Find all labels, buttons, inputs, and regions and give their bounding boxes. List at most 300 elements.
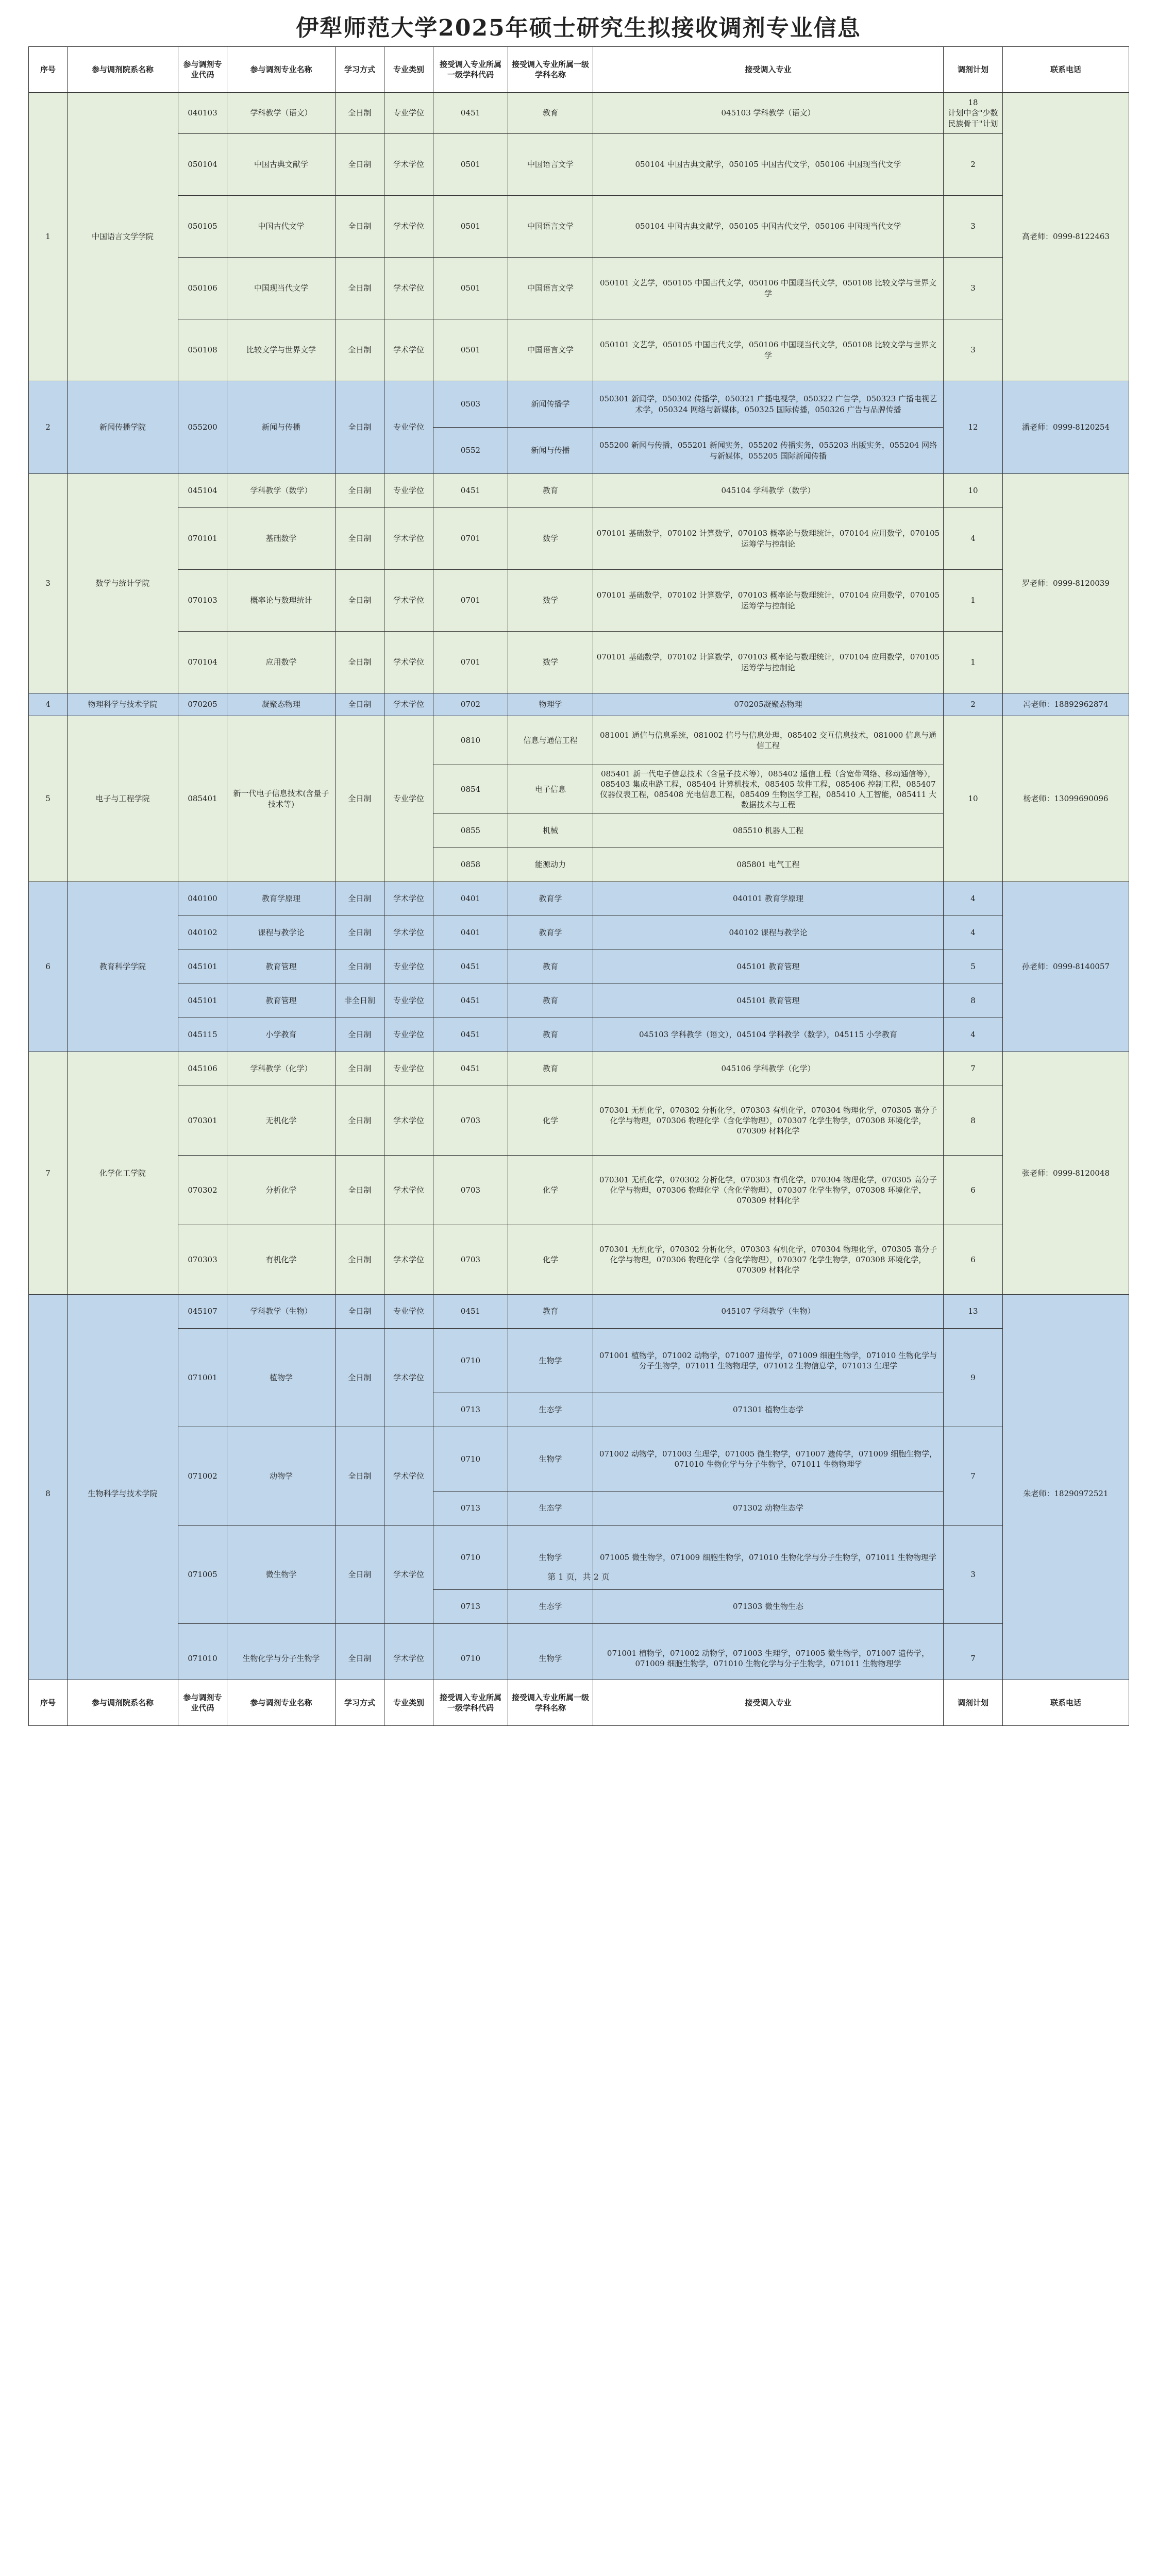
table-cell: 070303	[178, 1225, 227, 1295]
table-cell: 0552	[433, 428, 508, 474]
table-cell: 045101 教育管理	[593, 984, 944, 1018]
table-cell: 小学教育	[227, 1018, 336, 1052]
table-cell: 高老师：0999-8122463	[1003, 93, 1129, 381]
table-cell: 055200	[178, 381, 227, 474]
table-row	[29, 319, 1129, 381]
table-cell: 071005	[178, 1526, 227, 1624]
table-cell: 040103	[178, 93, 227, 134]
table-cell: 10	[944, 474, 1003, 508]
column-header: 调剂计划	[944, 1680, 1003, 1726]
table-cell: 8	[944, 1086, 1003, 1156]
table-row	[29, 1052, 1129, 1086]
table-cell: 全日制	[336, 916, 384, 950]
table-cell: 0501	[433, 258, 508, 319]
table-cell: 0451	[433, 1052, 508, 1086]
table-cell: 6	[29, 882, 68, 1052]
table-cell: 1	[944, 570, 1003, 632]
table-cell: 全日制	[336, 474, 384, 508]
table-cell: 化学化工学院	[68, 1052, 178, 1295]
table-cell: 信息与通信工程	[508, 716, 593, 765]
table-cell: 6	[944, 1225, 1003, 1295]
table-cell: 教育	[508, 1295, 593, 1329]
table-cell: 植物学	[227, 1329, 336, 1427]
table-cell: 孙老师：0999-8140057	[1003, 882, 1129, 1052]
table-cell: 学术学位	[384, 508, 433, 570]
table-cell: 0451	[433, 474, 508, 508]
table-row	[29, 1329, 1129, 1393]
table-cell: 071001	[178, 1329, 227, 1427]
table-cell: 045101 教育管理	[593, 950, 944, 984]
table-cell: 13	[944, 1295, 1003, 1329]
table-cell: 0701	[433, 508, 508, 570]
table-cell: 6	[944, 1156, 1003, 1225]
table-cell: 0710	[433, 1329, 508, 1393]
table-cell: 0702	[433, 693, 508, 716]
table-cell: 教育	[508, 950, 593, 984]
table-cell: 4	[944, 916, 1003, 950]
table-cell: 中国古代文学	[227, 196, 336, 258]
table-cell: 全日制	[336, 1427, 384, 1526]
table-row	[29, 1295, 1129, 1329]
table-cell: 数学	[508, 570, 593, 632]
table-cell: 教育科学学院	[68, 882, 178, 1052]
table-cell: 070101	[178, 508, 227, 570]
table-row	[29, 950, 1129, 984]
table-cell: 学术学位	[384, 1427, 433, 1526]
table-cell: 教育管理	[227, 950, 336, 984]
table-cell: 教育	[508, 984, 593, 1018]
table-cell: 朱老师：18290972521	[1003, 1295, 1129, 1693]
table-cell: 12	[944, 381, 1003, 474]
table-cell: 0451	[433, 950, 508, 984]
table-cell: 数学	[508, 632, 593, 693]
table-cell: 18 计划中含"少数民族骨干"计划	[944, 93, 1003, 134]
table-cell: 045107	[178, 1295, 227, 1329]
table-cell: 040102 课程与教学论	[593, 916, 944, 950]
table-cell: 全日制	[336, 882, 384, 916]
table-cell: 新闻与传播	[227, 381, 336, 474]
column-header: 参与调剂院系名称	[68, 1680, 178, 1726]
table-cell: 4	[944, 508, 1003, 570]
column-header: 专业类别	[384, 1680, 433, 1726]
column-header: 接受调入专业	[593, 47, 944, 93]
table-cell: 070205凝聚态物理	[593, 693, 944, 716]
table-cell: 中国语言文学学院	[68, 93, 178, 381]
table-row	[29, 1156, 1129, 1225]
table-cell: 化学	[508, 1156, 593, 1225]
table-cell: 040101 教育学原理	[593, 882, 944, 916]
table-cell: 全日制	[336, 1086, 384, 1156]
table-row	[29, 1427, 1129, 1492]
table-cell: 专业学位	[384, 1052, 433, 1086]
table-cell: 5	[944, 950, 1003, 984]
table-cell: 2	[944, 693, 1003, 716]
column-header: 参与调剂院系名称	[68, 47, 178, 93]
table-cell: 070104	[178, 632, 227, 693]
table-cell: 050104 中国古典文献学，050105 中国古代文学，050106 中国现当代文学	[593, 196, 944, 258]
table-cell: 学术学位	[384, 1156, 433, 1225]
table-row	[29, 508, 1129, 570]
table-cell: 040102	[178, 916, 227, 950]
table-cell: 071002 动物学，071003 生理学，071005 微生物学，071007 遗传学，071009 细胞生物学，071010 生物化学与分子生物学，071011 生物物理学	[593, 1427, 944, 1492]
table-cell: 中国现当代文学	[227, 258, 336, 319]
column-header: 参与调剂专业名称	[227, 1680, 336, 1726]
page-title: 伊犁师范大学2025年硕士研究生拟接收调剂专业信息	[296, 15, 861, 41]
table-cell: 电子与工程学院	[68, 716, 178, 882]
table-cell: 中国语言文学	[508, 196, 593, 258]
table-cell: 4	[944, 1018, 1003, 1052]
table-row	[29, 984, 1129, 1018]
table-cell: 学术学位	[384, 1329, 433, 1427]
column-header: 联系电话	[1003, 1680, 1129, 1726]
table-cell: 4	[29, 693, 68, 716]
table-cell: 教育	[508, 93, 593, 134]
table-cell: 全日制	[336, 93, 384, 134]
table-cell: 学科教学（生物）	[227, 1295, 336, 1329]
column-header: 参与调剂专业代码	[178, 1680, 227, 1726]
table-cell: 0501	[433, 319, 508, 381]
column-header: 序号	[29, 47, 68, 93]
table-cell: 学术学位	[384, 196, 433, 258]
table-cell: 全日制	[336, 319, 384, 381]
table-row	[29, 134, 1129, 196]
table-cell: 045106	[178, 1052, 227, 1086]
table-cell: 生物学	[508, 1329, 593, 1393]
table-cell: 045103 学科教学（语文），045104 学科教学（数学），045115 小学教育	[593, 1018, 944, 1052]
column-header: 调剂计划	[944, 47, 1003, 93]
table-cell: 应用数学	[227, 632, 336, 693]
table-cell: 0451	[433, 1018, 508, 1052]
table-cell: 专业学位	[384, 1295, 433, 1329]
table-cell: 学术学位	[384, 693, 433, 716]
table-cell: 0710	[433, 1624, 508, 1693]
table-cell: 055200 新闻与传播，055201 新闻实务，055202 传播实务，055203 出版实务，055204 网络与新媒体，055205 国际新闻传播	[593, 428, 944, 474]
table-row	[29, 632, 1129, 693]
table-row	[29, 1225, 1129, 1295]
table-cell: 070301	[178, 1086, 227, 1156]
table-cell: 生物化学与分子生物学	[227, 1624, 336, 1693]
table-row	[29, 716, 1129, 765]
table-header-row	[29, 1680, 1129, 1726]
table-cell: 生物学	[508, 1624, 593, 1693]
table-cell: 3	[944, 258, 1003, 319]
table-cell: 050106	[178, 258, 227, 319]
table-cell: 生态学	[508, 1393, 593, 1427]
table-cell: 070301 无机化学，070302 分析化学，070303 有机化学，070304 物理化学，070305 高分子化学与物理，070306 物理化学（含化学物理），070307 化学生物学，070308 环境化学，070309 材料化学	[593, 1225, 944, 1295]
table-cell: 微生物学	[227, 1526, 336, 1624]
table-cell: 071302 动物生态学	[593, 1492, 944, 1526]
table-row	[29, 1018, 1129, 1052]
table-cell: 081001 通信与信息系统，081002 信号与信息处理，085402 交互信息技术，081000 信息与通信工程	[593, 716, 944, 765]
table-cell: 070205	[178, 693, 227, 716]
table-cell: 教育学	[508, 882, 593, 916]
table-cell: 070101 基础数学，070102 计算数学，070103 概率论与数理统计，070104 应用数学，070105 运筹学与控制论	[593, 632, 944, 693]
table-cell: 中国语言文学	[508, 258, 593, 319]
table-cell: 学术学位	[384, 319, 433, 381]
table-cell: 冯老师：18892962874	[1003, 693, 1129, 716]
table-cell: 085510 机器人工程	[593, 814, 944, 848]
table-cell: 教育学	[508, 916, 593, 950]
table-cell: 0701	[433, 570, 508, 632]
table-cell: 新闻传播学院	[68, 381, 178, 474]
table-cell: 教育	[508, 1018, 593, 1052]
table-cell: 3	[944, 1526, 1003, 1624]
column-header: 学习方式	[336, 47, 384, 93]
table-cell: 7	[29, 1052, 68, 1295]
table-cell: 全日制	[336, 196, 384, 258]
table-cell: 杨老师：13099690096	[1003, 716, 1129, 882]
table-cell: 085401 新一代电子信息技术（含量子技术等），085402 通信工程（含宽带网络、移动通信等），085403 集成电路工程，085404 计算机技术，085405 软件工程，085406 控制工程，085407 仪器仪表工程，085408 光电信息工程，085409 生物医学工程，085410 人工智能，085411 大数据技术与工程	[593, 765, 944, 814]
table-cell: 新一代电子信息技术(含量子技术等)	[227, 716, 336, 882]
table-cell: 学术学位	[384, 882, 433, 916]
table-cell: 生物科学与技术学院	[68, 1295, 178, 1693]
table-cell: 0710	[433, 1427, 508, 1492]
table-cell: 比较文学与世界文学	[227, 319, 336, 381]
table-row	[29, 258, 1129, 319]
table-cell: 专业学位	[384, 474, 433, 508]
table-cell: 分析化学	[227, 1156, 336, 1225]
table-cell: 生物学	[508, 1526, 593, 1590]
table-page-1	[28, 46, 1129, 1693]
table-cell: 全日制	[336, 258, 384, 319]
table-cell: 0713	[433, 1590, 508, 1624]
table-cell: 化学	[508, 1225, 593, 1295]
table-cell: 全日制	[336, 1526, 384, 1624]
table-cell: 全日制	[336, 693, 384, 716]
table-header-row	[29, 47, 1129, 93]
table-cell: 070103	[178, 570, 227, 632]
table-cell: 全日制	[336, 1052, 384, 1086]
table-cell: 9	[944, 1329, 1003, 1427]
column-header: 接受调入专业	[593, 1680, 944, 1726]
table-row	[29, 381, 1129, 428]
table-cell: 全日制	[336, 950, 384, 984]
table-cell: 教育学原理	[227, 882, 336, 916]
table-cell: 050101 文艺学，050105 中国古代文学，050106 中国现当代文学，050108 比较文学与世界文学	[593, 319, 944, 381]
table-cell: 071010	[178, 1624, 227, 1693]
table-cell: 050301 新闻学，050302 传播学，050321 广播电视学，050322 广告学，050323 广播电视艺术学，050324 网络与新媒体，050325 国际传播，050326 广告与品牌传播	[593, 381, 944, 428]
table-cell: 全日制	[336, 1624, 384, 1693]
table-cell: 3	[29, 474, 68, 693]
table-row	[29, 196, 1129, 258]
table-cell: 071001 植物学，071002 动物学，071003 生理学，071005 微生物学，071007 遗传学，071009 细胞生物学，071010 生物化学与分子生物学，071011 生物物理学	[593, 1624, 944, 1693]
table-cell: 0703	[433, 1086, 508, 1156]
table-cell: 非全日制	[336, 984, 384, 1018]
table-cell: 0858	[433, 848, 508, 882]
table-cell: 学术学位	[384, 1624, 433, 1693]
table-row	[29, 916, 1129, 950]
table-cell: 教育	[508, 474, 593, 508]
table-cell: 课程与教学论	[227, 916, 336, 950]
table-cell: 学术学位	[384, 1086, 433, 1156]
column-header: 接受调入专业所属一级学科代码	[433, 47, 508, 93]
table-cell: 0710	[433, 1526, 508, 1590]
table-cell: 1	[29, 93, 68, 381]
table-cell: 2	[944, 134, 1003, 196]
table-cell: 0703	[433, 1156, 508, 1225]
table-cell: 085401	[178, 716, 227, 882]
table-cell: 071002	[178, 1427, 227, 1526]
table-cell: 071001 植物学，071002 动物学，071007 遗传学，071009 细胞生物学，071010 生物化学与分子生物学，071011 生物物理学，071012 生物信息学，071013 生理学	[593, 1329, 944, 1393]
table-cell: 070101 基础数学，070102 计算数学，070103 概率论与数理统计，070104 应用数学，070105 运筹学与控制论	[593, 508, 944, 570]
table-cell: 0854	[433, 765, 508, 814]
column-header: 学习方式	[336, 1680, 384, 1726]
table-cell: 045107 学科教学（生物）	[593, 1295, 944, 1329]
table-cell: 学术学位	[384, 134, 433, 196]
table-cell: 学术学位	[384, 1526, 433, 1624]
table-row	[29, 693, 1129, 716]
table-cell: 0501	[433, 134, 508, 196]
table-cell: 3	[944, 196, 1003, 258]
table-cell: 罗老师：0999-8120039	[1003, 474, 1129, 693]
table-cell: 8	[944, 984, 1003, 1018]
table-cell: 0810	[433, 716, 508, 765]
table-cell: 070302	[178, 1156, 227, 1225]
transfer-table	[28, 46, 1129, 1693]
table-cell: 数学与统计学院	[68, 474, 178, 693]
table-cell: 动物学	[227, 1427, 336, 1526]
table-cell: 概率论与数理统计	[227, 570, 336, 632]
table-cell: 专业学位	[384, 93, 433, 134]
table-cell: 2	[29, 381, 68, 474]
table-cell: 全日制	[336, 1018, 384, 1052]
table-cell: 3	[944, 319, 1003, 381]
table-cell: 0451	[433, 984, 508, 1018]
table-cell: 电子信息	[508, 765, 593, 814]
table-cell: 7	[944, 1624, 1003, 1693]
column-header: 参与调剂专业代码	[178, 47, 227, 93]
table-cell: 机械	[508, 814, 593, 848]
table-cell: 学术学位	[384, 632, 433, 693]
column-header: 接受调入专业所属一级学科名称	[508, 47, 593, 93]
table-cell: 4	[944, 882, 1003, 916]
table-cell: 无机化学	[227, 1086, 336, 1156]
table-cell: 全日制	[336, 508, 384, 570]
table-cell: 教育	[508, 1052, 593, 1086]
table-cell: 8	[29, 1295, 68, 1693]
table-cell: 0713	[433, 1393, 508, 1427]
table-cell: 070301 无机化学，070302 分析化学，070303 有机化学，070304 物理化学，070305 高分子化学与物理，070306 物理化学（含化学物理），070307 化学生物学，070308 环境化学，070309 材料化学	[593, 1156, 944, 1225]
table-cell: 学术学位	[384, 258, 433, 319]
table-cell: 物理科学与技术学院	[68, 693, 178, 716]
table-cell: 生态学	[508, 1590, 593, 1624]
table-cell: 0713	[433, 1492, 508, 1526]
table-cell: 化学	[508, 1086, 593, 1156]
column-header: 联系电话	[1003, 47, 1129, 93]
table-cell: 070301 无机化学，070302 分析化学，070303 有机化学，070304 物理化学，070305 高分子化学与物理，070306 物理化学（含化学物理），070307 化学生物学，070308 环境化学，070309 材料化学	[593, 1086, 944, 1156]
table-cell: 中国古典文献学	[227, 134, 336, 196]
table-cell: 050104	[178, 134, 227, 196]
column-header: 序号	[29, 1680, 68, 1726]
table-cell: 有机化学	[227, 1225, 336, 1295]
column-header: 专业类别	[384, 47, 433, 93]
table-cell: 5	[29, 716, 68, 882]
table-cell: 全日制	[336, 381, 384, 474]
table-cell: 045115	[178, 1018, 227, 1052]
table-cell: 全日制	[336, 134, 384, 196]
page-footer: 第 1 页，共 2 页	[547, 1572, 610, 1582]
table-row	[29, 1086, 1129, 1156]
table-cell: 全日制	[336, 570, 384, 632]
table-cell: 学术学位	[384, 1225, 433, 1295]
table-cell: 0503	[433, 381, 508, 428]
table-cell: 专业学位	[384, 381, 433, 474]
table-cell: 050108	[178, 319, 227, 381]
table-cell: 050105	[178, 196, 227, 258]
table-cell: 050101 文艺学，050105 中国古代文学，050106 中国现当代文学，050108 比较文学与世界文学	[593, 258, 944, 319]
table-cell: 学科教学（语文）	[227, 93, 336, 134]
table-cell: 0401	[433, 916, 508, 950]
table-cell: 045103 学科教学（语文）	[593, 93, 944, 134]
table-cell: 045104	[178, 474, 227, 508]
table-cell: 045101	[178, 950, 227, 984]
table-cell: 0401	[433, 882, 508, 916]
table-cell: 生物学	[508, 1427, 593, 1492]
table-cell: 045101	[178, 984, 227, 1018]
table-cell: 能源动力	[508, 848, 593, 882]
table-cell: 1	[944, 632, 1003, 693]
column-header: 接受调入专业所属一级学科代码	[433, 1680, 508, 1726]
table-row	[29, 570, 1129, 632]
table-cell: 0451	[433, 93, 508, 134]
table-cell: 学科教学（数学）	[227, 474, 336, 508]
table-cell: 全日制	[336, 1329, 384, 1427]
table-cell: 0855	[433, 814, 508, 848]
table-cell: 071005 微生物学，071009 细胞生物学，071010 生物化学与分子生物学，071011 生物物理学	[593, 1526, 944, 1590]
table-cell: 0701	[433, 632, 508, 693]
table-cell: 学术学位	[384, 916, 433, 950]
table-cell: 专业学位	[384, 1018, 433, 1052]
table-cell: 新闻传播学	[508, 381, 593, 428]
column-header: 参与调剂专业名称	[227, 47, 336, 93]
table-cell: 0451	[433, 1295, 508, 1329]
table-cell: 085801 电气工程	[593, 848, 944, 882]
table-cell: 张老师：0999-8120048	[1003, 1052, 1129, 1295]
table-cell: 全日制	[336, 1156, 384, 1225]
table-cell: 中国语言文学	[508, 134, 593, 196]
table-cell: 040100	[178, 882, 227, 916]
table-row	[29, 474, 1129, 508]
table-cell: 潘老师：0999-8120254	[1003, 381, 1129, 474]
table-cell: 学术学位	[384, 570, 433, 632]
table-cell: 7	[944, 1052, 1003, 1086]
table-cell: 10	[944, 716, 1003, 882]
table-cell: 凝聚态物理	[227, 693, 336, 716]
table-cell: 中国语言文学	[508, 319, 593, 381]
table-cell: 045106 学科教学（化学）	[593, 1052, 944, 1086]
column-header: 接受调入专业所属一级学科名称	[508, 1680, 593, 1726]
table-cell: 新闻与传播	[508, 428, 593, 474]
table-row	[29, 93, 1129, 134]
table-cell: 生态学	[508, 1492, 593, 1526]
table-cell: 071301 植物生态学	[593, 1393, 944, 1427]
table-cell: 基础数学	[227, 508, 336, 570]
table-cell: 物理学	[508, 693, 593, 716]
table-cell: 7	[944, 1427, 1003, 1526]
table-cell: 专业学位	[384, 984, 433, 1018]
table-cell: 专业学位	[384, 950, 433, 984]
table-cell: 全日制	[336, 716, 384, 882]
transfer-table	[28, 1680, 1129, 1726]
table-cell: 专业学位	[384, 716, 433, 882]
table-cell: 全日制	[336, 1225, 384, 1295]
table-cell: 0501	[433, 196, 508, 258]
table-cell: 045104 学科教学（数学）	[593, 474, 944, 508]
table-cell: 071303 微生物生态	[593, 1590, 944, 1624]
table-cell: 050104 中国古典文献学，050105 中国古代文学，050106 中国现当代文学	[593, 134, 944, 196]
table-cell: 全日制	[336, 1295, 384, 1329]
table-row	[29, 882, 1129, 916]
